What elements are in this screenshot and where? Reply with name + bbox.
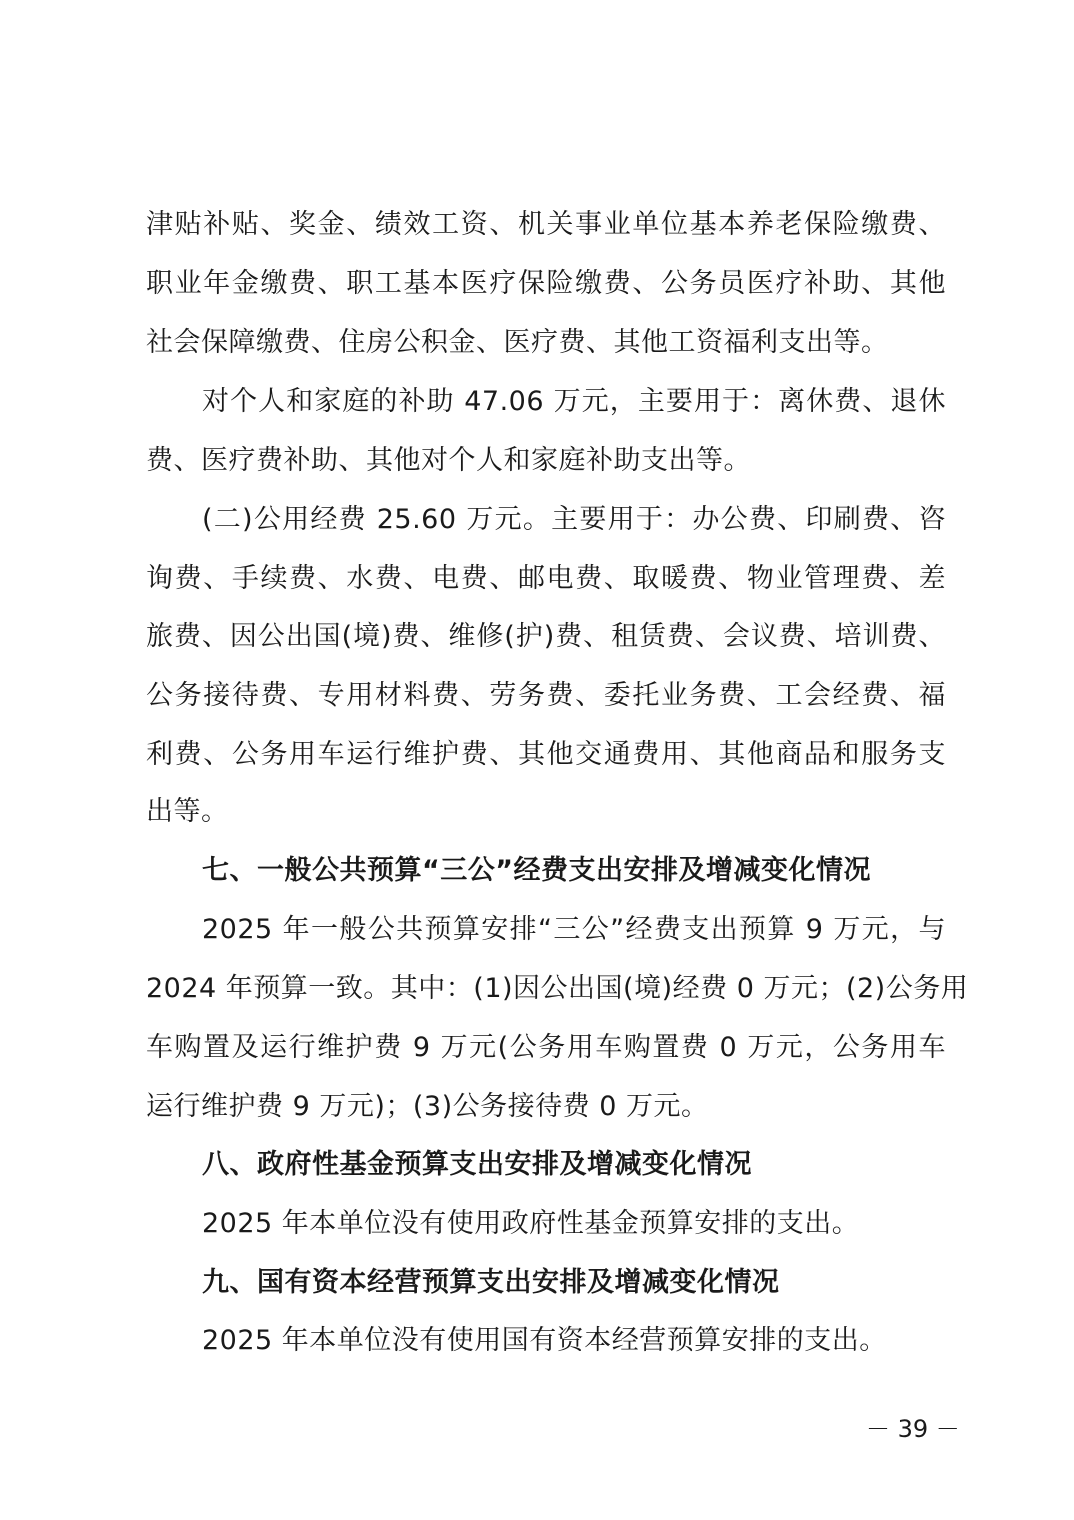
- paragraph-line: 费、医疗费补助、其他对个人和家庭补助支出等。: [146, 445, 751, 476]
- paragraph-line: 2025 年一般公共预算安排“三公”经费支出预算 9 万元，与: [202, 914, 946, 945]
- paragraph-line: 对个人和家庭的补助 47.06 万元，主要用于：离休费、退休: [202, 386, 946, 417]
- page-number: － 39 －: [866, 1415, 960, 1443]
- paragraph-line: 旅费、因公出国(境)费、维修(护)费、租赁费、会议费、培训费、: [146, 621, 946, 652]
- paragraph-line: 社会保障缴费、住房公积金、医疗费、其他工资福利支出等。: [146, 327, 889, 358]
- paragraph-line: (二)公用经费 25.60 万元。主要用于：办公费、印刷费、咨: [202, 504, 946, 535]
- paragraph-line: 2024 年预算一致。其中：(1)因公出国(境)经费 0 万元；(2)公务用: [146, 973, 969, 1004]
- section-heading-9: 九、国有资本经营预算支出安排及增减变化情况: [202, 1267, 780, 1298]
- paragraph-line: 公务接待费、专用材料费、劳务费、委托业务费、工会经费、福: [146, 680, 946, 711]
- paragraph-line: 车购置及运行维护费 9 万元(公务用车购置费 0 万元，公务用车: [146, 1032, 946, 1063]
- paragraph-line: 职业年金缴费、职工基本医疗保险缴费、公务员医疗补助、其他: [146, 268, 946, 299]
- paragraph-line: 津贴补贴、奖金、绩效工资、机关事业单位基本养老保险缴费、: [146, 209, 946, 240]
- paragraph-line: 询费、手续费、水费、电费、邮电费、取暖费、物业管理费、差: [146, 563, 946, 594]
- section-heading-7: 七、一般公共预算“三公”经费支出安排及增减变化情况: [202, 855, 871, 886]
- paragraph-line: 出等。: [146, 796, 229, 827]
- section-heading-8: 八、政府性基金预算支出安排及增减变化情况: [202, 1149, 752, 1180]
- paragraph-line: 利费、公务用车运行维护费、其他交通费用、其他商品和服务支: [146, 739, 946, 770]
- paragraph-line: 2025 年本单位没有使用国有资本经营预算安排的支出。: [202, 1325, 887, 1356]
- paragraph-line: 运行维护费 9 万元)；(3)公务接待费 0 万元。: [146, 1091, 709, 1122]
- paragraph-line: 2025 年本单位没有使用政府性基金预算安排的支出。: [202, 1208, 860, 1239]
